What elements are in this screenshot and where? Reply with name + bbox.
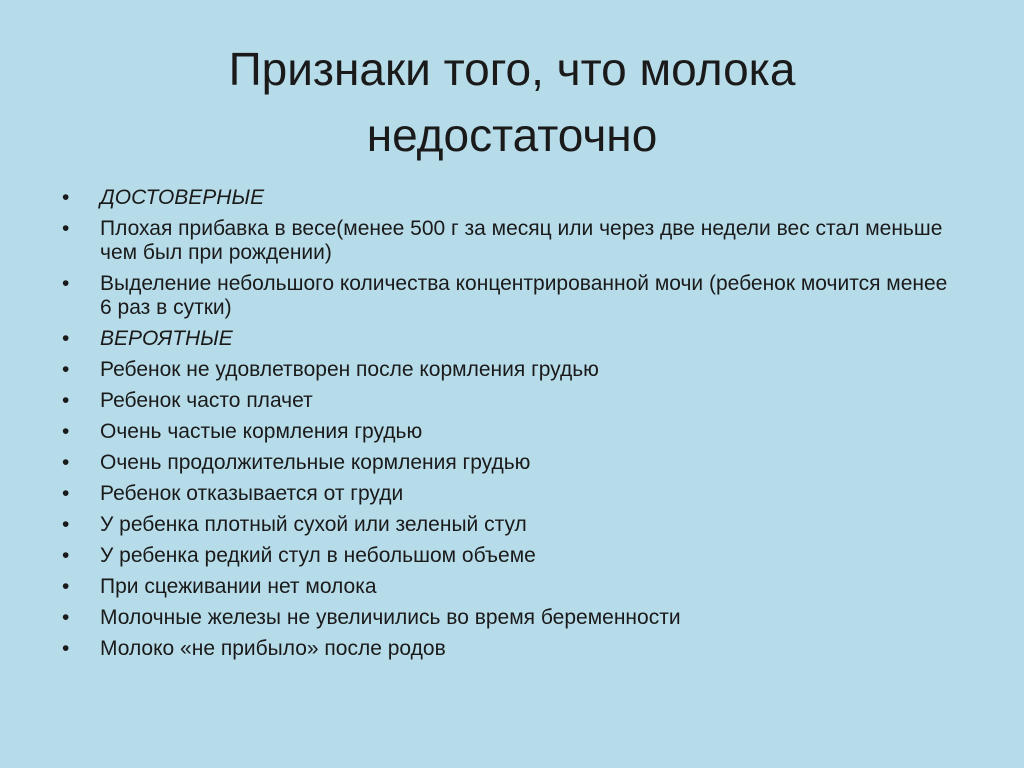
bullet-text: Ребенок отказывается от груди <box>100 482 404 505</box>
bullet-item <box>60 544 960 568</box>
bullet-item <box>60 272 960 320</box>
slide-title <box>60 36 964 168</box>
bullet-item <box>60 420 960 444</box>
bullet-icon: • <box>62 513 70 536</box>
bullet-list <box>60 186 960 668</box>
bullet-icon: • <box>62 575 70 598</box>
bullet-text: При сцеживании нет молока <box>100 575 377 598</box>
bullet-text: Выделение небольшого количества концентрированной мочи (ребенок мочится менее 6 раз в сутки) <box>100 272 948 319</box>
bullet-text: Ребенок часто плачет <box>100 389 313 412</box>
slide-title-line-1: Признаки того, что молока <box>228 43 796 95</box>
bullet-text: Молочные железы не увеличились во время беременности <box>100 606 681 629</box>
bullet-icon: • <box>62 389 70 412</box>
bullet-text: ДОСТОВЕРНЫЕ <box>100 186 265 209</box>
bullet-icon: • <box>62 217 70 240</box>
bullet-text: У ребенка редкий стул в небольшом объеме <box>100 544 536 567</box>
slide-title-line-2: недостаточно <box>366 109 658 161</box>
bullet-text: Плохая прибавка в весе(менее 500 г за месяц или через две недели вес стал меньше чем был при рождении) <box>100 217 943 264</box>
bullet-item-reliable-heading <box>60 186 960 210</box>
bullet-icon: • <box>62 637 70 660</box>
bullet-item <box>60 575 960 599</box>
bullet-item <box>60 358 960 382</box>
bullet-icon: • <box>62 327 70 350</box>
bullet-text: Очень частые кормления грудью <box>100 420 423 443</box>
bullet-text: ВЕРОЯТНЫЕ <box>100 327 233 350</box>
bullet-item <box>60 513 960 537</box>
bullet-item <box>60 637 960 661</box>
bullet-item-probable-heading <box>60 327 960 351</box>
bullet-icon: • <box>62 606 70 629</box>
bullet-item <box>60 389 960 413</box>
bullet-icon: • <box>62 358 70 381</box>
bullet-item <box>60 606 960 630</box>
bullet-item <box>60 217 960 265</box>
bullet-text: У ребенка плотный сухой или зеленый стул <box>100 513 527 536</box>
bullet-icon: • <box>62 186 70 209</box>
bullet-text: Молоко «не прибыло» после родов <box>100 637 446 660</box>
bullet-icon: • <box>62 544 70 567</box>
bullet-icon: • <box>62 420 70 443</box>
bullet-icon: • <box>62 451 70 474</box>
bullet-icon: • <box>62 482 70 505</box>
bullet-item <box>60 482 960 506</box>
bullet-text: Очень продолжительные кормления грудью <box>100 451 531 474</box>
bullet-item <box>60 451 960 475</box>
bullet-text: Ребенок не удовлетворен после кормления грудью <box>100 358 599 381</box>
bullet-icon: • <box>62 272 70 295</box>
